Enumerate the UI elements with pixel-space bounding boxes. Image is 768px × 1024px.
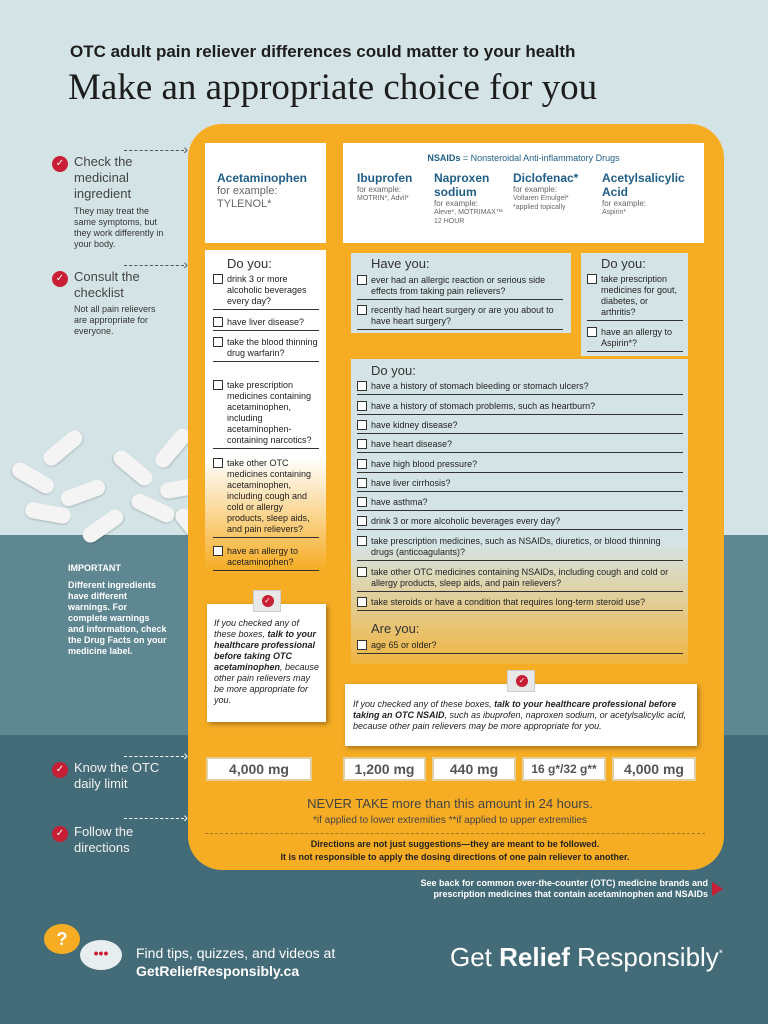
callout-bold-text: talk to your healthcare professional before taking OTC acetaminophen: [214, 629, 317, 672]
see-back-note: [380, 878, 708, 900]
important-note: [68, 563, 168, 657]
acetaminophen-name: Acetaminophen: [217, 171, 308, 185]
question-text: have liver cirrhosis?: [371, 478, 451, 488]
question-text: ever had an allergic reaction or serious side effects from taking pain relievers?: [371, 275, 546, 296]
callout-text: If you checked any of these boxes,: [353, 699, 495, 709]
checkbox[interactable]: [357, 420, 367, 430]
check-icon: ✓: [52, 156, 68, 172]
do-you-heading: Do you:: [601, 256, 646, 271]
checkmark-icon: ✓: [507, 670, 535, 692]
checkbox[interactable]: [213, 380, 223, 390]
checkbox[interactable]: [357, 536, 367, 546]
page-title: Make an appropriate choice for you: [68, 67, 598, 108]
drug-example-label: for example:: [357, 185, 402, 194]
drug-asa: [602, 171, 700, 217]
question-text: have an allergy to Aspirin*?: [601, 327, 673, 348]
step-consult-checklist: Consult the checklist: [74, 269, 140, 300]
checkbox[interactable]: [213, 458, 223, 468]
have-you-heading: Have you:: [371, 256, 430, 271]
checkbox[interactable]: [213, 337, 223, 347]
chat-bubble-icon: •••: [80, 940, 122, 970]
question-text: recently had heart surgery or are you about to have heart surgery?: [371, 305, 554, 326]
step-arrow: [124, 265, 184, 266]
dose-naproxen: 440 mg: [432, 757, 516, 781]
check-icon: ✓: [52, 826, 68, 842]
important-title: IMPORTANT: [68, 563, 121, 573]
checkbox[interactable]: [357, 381, 367, 391]
are-you-heading: Are you:: [371, 621, 420, 636]
drug-name: Ibuprofen: [357, 171, 413, 185]
footer-tips: Find tips, quizzes, and videos at: [136, 945, 336, 961]
question-bubble-icon: ?: [44, 924, 80, 954]
checkbox[interactable]: [357, 439, 367, 449]
drug-example-label: for example:: [602, 199, 647, 208]
checkbox[interactable]: [357, 459, 367, 469]
drug-ibuprofen: [357, 171, 429, 203]
question-text: have heart disease?: [371, 439, 453, 449]
checkbox[interactable]: [587, 327, 597, 337]
check-icon: ✓: [52, 271, 68, 287]
callout-bold-text: talk to your healthcare professional before taking an OTC NSAID: [353, 699, 677, 720]
dose-acetaminophen: 4,000 mg: [206, 757, 312, 781]
question-text: take prescription medicines for gout, diabetes, or arthritis?: [601, 274, 678, 317]
question-text: take other OTC medicines containing acetaminophen, including cough and cold or allergy products, sleep aids, and pain relievers?: [227, 458, 312, 534]
step-consult-checklist-sub: Not all pain relievers are appropriate for everyone.: [74, 304, 156, 336]
triangle-arrow-icon: [712, 882, 723, 896]
do-you-heading: Do you:: [227, 256, 272, 271]
question-text: have an allergy to acetaminophen?: [227, 546, 299, 567]
step-arrow: [124, 756, 184, 757]
drug-diclofenac: [513, 171, 595, 212]
checkbox[interactable]: [357, 305, 367, 315]
dose-diclofenac: 16 g*/32 g**: [522, 757, 606, 781]
nsaids-header: [343, 153, 704, 163]
acetaminophen-card: [205, 143, 326, 243]
question-text: have high blood pressure?: [371, 459, 478, 469]
question-text: take steroids or have a condition that requires long-term steroid use?: [371, 597, 646, 607]
drug-example-label: for example:: [434, 199, 479, 208]
question-text: take the blood thinning drug warfarin?: [227, 337, 318, 358]
question-text: take prescription medicines, such as NSAIDs, diuretics, or blood thinning drugs (anticoagulants)?: [371, 536, 661, 557]
drug-naproxen: [434, 171, 506, 226]
page-subtitle: OTC adult pain reliever differences could matter to your health: [70, 42, 576, 61]
never-take-text: NEVER TAKE more than this amount in 24 hours.: [307, 796, 593, 811]
question-text: drink 3 or more alcoholic beverages every day?: [371, 516, 561, 526]
see-back-text: See back for common over-the-counter (OTC) medicine brands and prescription medicines that contain acetaminophen and NSAIDs: [420, 878, 708, 899]
footer-url[interactable]: GetReliefResponsibly.ca: [136, 963, 300, 979]
question-text: have liver disease?: [227, 317, 305, 327]
drug-example: Aspirin*: [602, 209, 627, 216]
brand-mark: *: [718, 948, 723, 960]
checkbox[interactable]: [357, 497, 367, 507]
directions-line: It is not responsible to apply the dosing directions of one pain reliever to another.: [280, 852, 630, 862]
callout-text: , such as ibuprofen, naproxen sodium, or acetylsalicylic acid, because other pain relievers may be more appropriate for you.: [353, 710, 687, 731]
question-text: age 65 or older?: [371, 640, 437, 650]
step-check-ingredient: Check the medicinal ingredient: [74, 154, 133, 201]
checkbox[interactable]: [357, 516, 367, 526]
nsaids-header-bold: NSAIDs: [427, 153, 461, 163]
question-text: have a history of stomach problems, such as heartburn?: [371, 401, 596, 411]
nsaids-have-you-checklist: [351, 253, 571, 333]
nsaids-header-rest: = Nonsteroidal Anti-inflammatory Drugs: [460, 153, 620, 163]
acetaminophen-example: TYLENOL*: [217, 198, 272, 210]
checkbox[interactable]: [357, 567, 367, 577]
important-body: Different ingredients have different warnings. For complete warnings and information, check the Drug Facts on your medicine label.: [68, 580, 167, 656]
drug-name: Naproxen sodium: [434, 171, 490, 199]
drug-name: Acetylsalicylic Acid: [602, 171, 685, 199]
checkbox[interactable]: [213, 546, 223, 556]
step-arrow: [124, 150, 184, 151]
brand-logo: [450, 942, 723, 973]
directions-line: Directions are not just suggestions—they are meant to be followed.: [310, 839, 600, 849]
nsaids-do-you-checklist: [351, 359, 688, 664]
step-arrow: [124, 818, 184, 819]
callout-text: If you checked any of these boxes,: [214, 618, 300, 639]
drug-example: Voltaren Emulgel* *applied topically: [513, 195, 569, 211]
question-text: take prescription medicines containing acetaminophen, including acetaminophen-containing narcotics?: [227, 380, 312, 445]
checkbox[interactable]: [357, 401, 367, 411]
step-check-ingredient-sub: They may treat the same symptoms, but they work differently in your body.: [74, 206, 164, 249]
checkbox[interactable]: [357, 478, 367, 488]
checkbox[interactable]: [213, 274, 223, 284]
brand-text: Responsibly: [569, 942, 719, 972]
checkbox[interactable]: [357, 597, 367, 607]
step-follow-directions: Follow the directions: [74, 824, 134, 855]
acetaminophen-callout: [207, 596, 326, 722]
checkbox[interactable]: [587, 274, 597, 284]
acetaminophen-example-label: for example:: [217, 185, 278, 197]
brand-bold-text: Relief: [499, 942, 570, 972]
drug-example: MOTRIN*, Advil*: [357, 195, 409, 202]
dose-asa: 4,000 mg: [612, 757, 696, 781]
check-icon: ✓: [52, 762, 68, 778]
do-you-heading: Do you:: [371, 363, 416, 378]
checkmark-icon: ✓: [253, 590, 281, 612]
directions-note: [205, 833, 705, 864]
drug-name: Diclofenac*: [513, 171, 579, 185]
nsaids-callout: [345, 676, 697, 746]
nsaids-card: [343, 143, 704, 243]
dose-ibuprofen: 1,200 mg: [343, 757, 426, 781]
question-text: drink 3 or more alcoholic beverages every day?: [227, 274, 307, 306]
drug-example: Aleve*, MOTRIMAX™ 12 HOUR: [434, 209, 503, 225]
question-text: take other OTC medicines containing NSAIDs, including cough and cold or allergy products, sleep aids, and pain relievers?: [371, 567, 669, 588]
question-text: have asthma?: [371, 497, 428, 507]
asa-checklist: [581, 253, 688, 356]
footnote-text: *if applied to lower extremities **if applied to upper extremities: [312, 815, 588, 826]
callout-text: , because other pain relievers may be more appropriate for you.: [214, 662, 320, 705]
brand-text: Get: [450, 942, 500, 972]
question-text: have a history of stomach bleeding or stomach ulcers?: [371, 381, 589, 391]
step-daily-limit: Know the OTC daily limit: [74, 760, 160, 791]
checkbox[interactable]: [357, 275, 367, 285]
pills-illustration: [0, 430, 210, 540]
checkbox[interactable]: [357, 640, 367, 650]
drug-example-label: for example:: [513, 185, 558, 194]
acetaminophen-checklist: [205, 250, 326, 570]
question-text: have kidney disease?: [371, 420, 458, 430]
checkbox[interactable]: [213, 317, 223, 327]
